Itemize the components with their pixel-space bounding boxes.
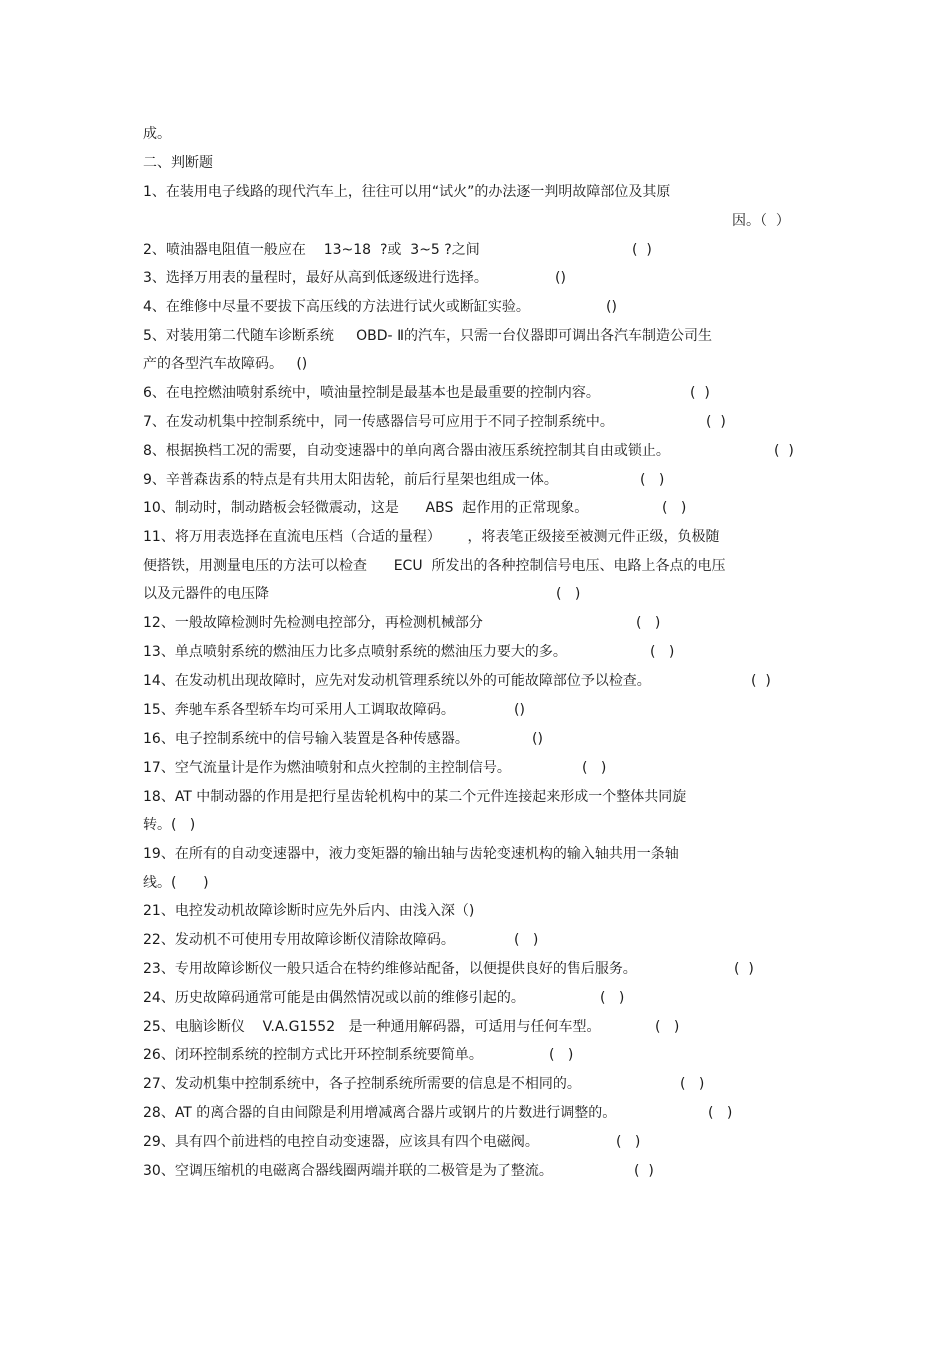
answer-blank: ( ) xyxy=(680,1076,705,1092)
question-18: 18、AT 中制动器的作用是把行星齿轮机构中的某二个元件连接起来形成一个整体共同旋 xyxy=(143,789,687,805)
question-26: 26、闭环控制系统的控制方式比开环控制系统要简单。 xyxy=(143,1047,483,1063)
question-30: 30、空调压缩机的电磁离合器线圈两端并联的二极管是为了整流。 xyxy=(143,1163,553,1179)
question-28: 28、AT 的离合器的自由间隙是利用增减离合器片或钢片的片数进行调整的。 xyxy=(143,1105,617,1121)
question-2: 2、喷油器电阻值一般应在 13~18 ?或 3~5 ?之间 xyxy=(143,242,480,258)
section-heading: 二、判断题 xyxy=(143,155,213,171)
question-15: 15、奔驰车系各型轿车均可采用人工调取故障码。 xyxy=(143,702,455,718)
question-24: 24、历史故障码通常可能是由偶然情况或以前的维修引起的。 xyxy=(143,990,525,1006)
question-27: 27、发动机集中控制系统中，各子控制系统所需要的信息是不相同的。 xyxy=(143,1076,581,1092)
text-line: 成。 xyxy=(143,126,171,142)
question-1: 1、在装用电子线路的现代汽车上，往往可以用“试火”的办法逐一判明故障部位及其原 xyxy=(143,184,671,200)
question-13: 13、单点喷射系统的燃油压力比多点喷射系统的燃油压力要大的多。 xyxy=(143,644,567,660)
question-11-continuation: 以及元器件的电压降 xyxy=(143,586,269,602)
question-18-continuation: 转。( ) xyxy=(143,817,196,833)
question-5: 5、对装用第二代随车诊断系统 OBD- Ⅱ的汽车，只需一台仪器即可调出各汽车制造公司生 xyxy=(143,328,712,344)
question-12: 12、一般故障检测时先检测电控部分，再检测机械部分 xyxy=(143,615,483,631)
question-29: 29、具有四个前进档的电控自动变速器，应该具有四个电磁阀。 xyxy=(143,1134,539,1150)
answer-blank: ( ) xyxy=(556,586,581,602)
question-3: 3、选择万用表的量程时，最好从高到低逐级进行选择。 xyxy=(143,270,488,286)
question-19-continuation: 线。( ) xyxy=(143,875,209,891)
answer-blank: ( ) xyxy=(616,1134,641,1150)
answer-blank: ( ) xyxy=(650,644,675,660)
question-16: 16、电子控制系统中的信号输入装置是各种传感器。 xyxy=(143,731,469,747)
answer-blank: ( ) xyxy=(655,1019,680,1035)
question-11: 11、将万用表选择在直流电压档（合适的量程） ，将表笔正级接至被测元件正级，负极随 xyxy=(143,529,720,545)
answer-blank: ( ) xyxy=(734,961,754,977)
question-5-continuation: 产的各型汽车故障码。 () xyxy=(143,356,308,372)
question-14: 14、在发动机出现故障时，应先对发动机管理系统以外的可能故障部位予以检查。 xyxy=(143,673,651,689)
answer-blank: ( ) xyxy=(662,500,687,516)
question-25: 25、电脑诊断仪 V.A.G1552 是一种通用解码器，可适用与任何车型。 xyxy=(143,1019,601,1035)
question-9: 9、辛普森齿系的特点是有共用太阳齿轮，前后行星架也组成一体。 xyxy=(143,472,558,488)
question-1-continuation: 因。（ ） xyxy=(732,213,790,229)
question-22: 22、发动机不可使用专用故障诊断仪清除故障码。 xyxy=(143,932,455,948)
question-6: 6、在电控燃油喷射系统中，喷油量控制是最基本也是最重要的控制内容。 xyxy=(143,385,600,401)
answer-blank: ( ) xyxy=(600,990,625,1006)
question-17: 17、空气流量计是作为燃油喷射和点火控制的主控制信号。 xyxy=(143,760,511,776)
question-10: 10、制动时，制动踏板会轻微震动，这是 ABS 起作用的正常现象。 xyxy=(143,500,589,516)
answer-blank: ( ) xyxy=(634,1163,654,1179)
answer-blank: ( ) xyxy=(774,443,794,459)
answer-blank: ( ) xyxy=(751,673,771,689)
question-7: 7、在发动机集中控制系统中，同一传感器信号可应用于不同子控制系统中。 xyxy=(143,414,614,430)
answer-blank: () xyxy=(514,702,525,718)
question-21: 21、电控发动机故障诊断时应先外后内、由浅入深（) xyxy=(143,903,475,919)
answer-blank: ( ) xyxy=(690,385,710,401)
answer-blank: ( ) xyxy=(549,1047,574,1063)
answer-blank: ( ) xyxy=(636,615,661,631)
answer-blank: ( ) xyxy=(514,932,539,948)
question-4: 4、在维修中尽量不要拔下高压线的方法进行试火或断缸实验。 xyxy=(143,299,530,315)
question-11-continuation: 便搭铁，用测量电压的方法可以检查 ECU 所发出的各种控制信号电压、电路上各点的电压 xyxy=(143,558,726,574)
answer-blank: ( ) xyxy=(640,472,665,488)
question-8: 8、根据换档工况的需要，自动变速器中的单向离合器由液压系统控制其自由或锁止。 xyxy=(143,443,670,459)
answer-blank: ( ) xyxy=(632,242,652,258)
answer-blank: ( ) xyxy=(706,414,726,430)
answer-blank: ( ) xyxy=(582,760,607,776)
answer-blank: () xyxy=(532,731,543,747)
answer-blank: () xyxy=(606,299,617,315)
question-23: 23、专用故障诊断仪一般只适合在特约维修站配备，以便提供良好的售后服务。 xyxy=(143,961,637,977)
question-19: 19、在所有的自动变速器中，液力变矩器的输出轴与齿轮变速机构的输入轴共用一条轴 xyxy=(143,846,679,862)
answer-blank: ( ) xyxy=(708,1105,733,1121)
answer-blank: () xyxy=(555,270,566,286)
